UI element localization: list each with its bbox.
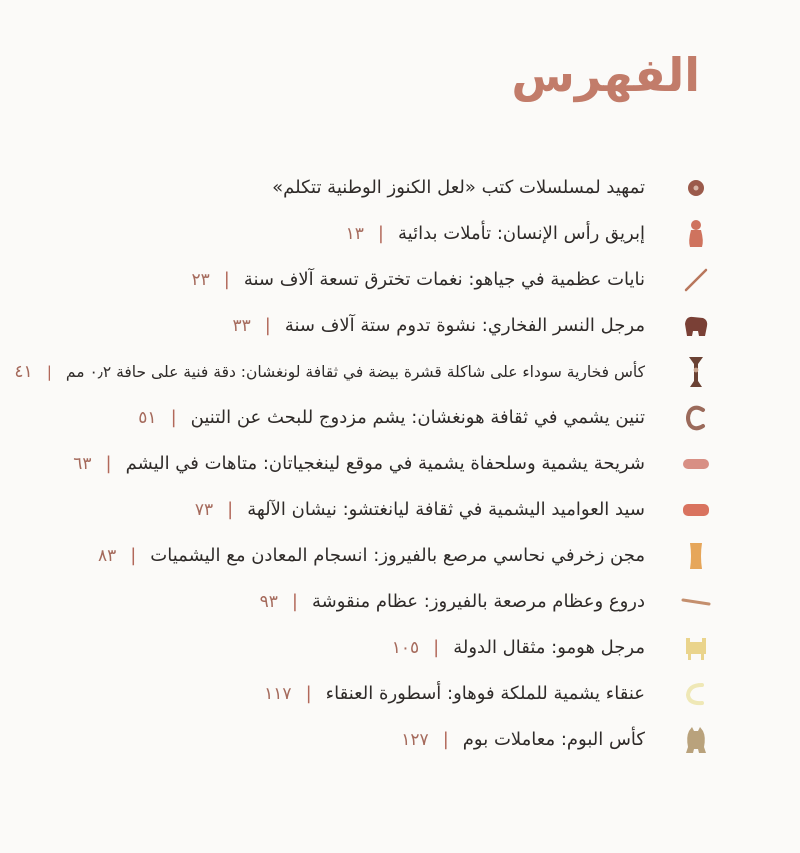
toc-page-number: ٢٣: [191, 270, 210, 290]
toc-entry[interactable]: [0, 671, 800, 717]
toc-entry[interactable]: [0, 257, 800, 303]
toc-entry[interactable]: [0, 441, 800, 487]
toc-entry-text: [98, 533, 645, 579]
toc-entry-title: كأس فخارية سوداء على شاكلة قشرة بيضة في ثقافة لونغشان: دقة فنية على حافة ٠٫٢ مم: [65, 363, 645, 381]
toc-page-number: ٧٣: [194, 500, 214, 520]
toc-separator: |: [46, 363, 52, 381]
table-of-contents: [0, 165, 800, 805]
owl-vessel-icon: [679, 722, 713, 758]
c-dragon-icon: [679, 400, 713, 436]
toc-entry-text: [73, 441, 645, 487]
toc-separator: |: [433, 637, 440, 658]
toc-entry-title: سيد العواميد اليشمية في ثقافة ليانغتشو: نيشان الآلهة: [247, 499, 645, 520]
toc-separator: |: [105, 453, 112, 474]
toc-entry-title: مرجل هومو: مثقال الدولة: [453, 637, 645, 658]
toc-entry-title: عنقاء يشمية للملكة فوهاو: أسطورة العنقاء: [325, 683, 645, 704]
toc-entry[interactable]: [0, 487, 800, 533]
dot-icon: [679, 170, 713, 206]
toc-page-number: ٤١: [14, 362, 33, 382]
jade-cong-icon: [679, 492, 713, 528]
human-head-jar-icon: [679, 216, 713, 252]
page-title: الفهرس: [511, 48, 700, 102]
jade-plaque-icon: [679, 446, 713, 482]
toc-entry-title: مرجل النسر الفخاري: نشوة تدوم ستة آلاف سنة: [284, 315, 645, 336]
toc-entry-title: مجن زخرفي نحاسي مرصع بالفيروز: انسجام المعادن مع اليشميات: [150, 545, 645, 566]
carved-bone-icon: [679, 584, 713, 620]
toc-entry[interactable]: [0, 717, 800, 763]
toc-separator: |: [305, 683, 312, 704]
toc-entry-title: دروع وعظام مرصعة بالفيروز: عظام منقوشة: [311, 591, 645, 612]
toc-entry-text: [392, 625, 645, 671]
toc-entry-title: كأس البوم: معاملات بوم: [462, 729, 645, 750]
toc-entry-title: نايات عظمية في جياهو: نغمات تخترق تسعة آلاف سنة: [243, 269, 645, 290]
goblet-icon: [679, 354, 713, 390]
toc-page-number: ١٣: [345, 224, 364, 244]
toc-separator: |: [227, 499, 234, 520]
eagle-pot-icon: [679, 308, 713, 344]
toc-separator: |: [223, 269, 230, 290]
toc-page-number: ٦٣: [73, 454, 92, 474]
toc-entry-text: [191, 257, 645, 303]
toc-entry-title: تمهيد لمسلسلات كتب «لعل الكنوز الوطنية تتكلم»: [272, 177, 645, 198]
toc-page-number: ١٠٥: [391, 638, 420, 658]
toc-entry[interactable]: [0, 579, 800, 625]
toc-entry[interactable]: [0, 211, 800, 257]
toc-separator: |: [130, 545, 137, 566]
toc-entry[interactable]: [0, 395, 800, 441]
toc-page-number: ٩٣: [259, 592, 278, 612]
toc-entry-text: [260, 579, 645, 625]
toc-entry-text: [401, 717, 645, 763]
toc-entry-text: [264, 671, 645, 717]
toc-entry[interactable]: [0, 533, 800, 579]
toc-entry-text: [14, 349, 645, 395]
jade-phoenix-icon: [679, 676, 713, 712]
toc-separator: |: [291, 591, 298, 612]
toc-page-number: ١١٧: [264, 684, 292, 704]
toc-separator: |: [442, 729, 449, 750]
toc-entry-title: تنين يشمي في ثقافة هونغشان: يشم مزدوج للبحث عن التنين: [190, 407, 645, 428]
toc-page-number: ٥١: [138, 408, 157, 428]
toc-entry-text: [232, 303, 645, 349]
toc-page-number: ٣٣: [232, 316, 251, 336]
toc-entry-text: [272, 165, 645, 211]
toc-separator: |: [170, 407, 177, 428]
toc-entry-text: [346, 211, 645, 257]
toc-entry-title: إبريق رأس الإنسان: تأملات بدائية: [398, 223, 645, 244]
bronze-plaque-icon: [679, 538, 713, 574]
toc-separator: |: [377, 223, 384, 244]
toc-separator: |: [264, 315, 271, 336]
toc-entry-text: [195, 487, 645, 533]
toc-page-number: ١٢٧: [401, 730, 429, 750]
toc-entry[interactable]: [0, 303, 800, 349]
toc-entry[interactable]: [0, 349, 800, 395]
toc-entry[interactable]: [0, 165, 800, 211]
toc-entry-text: [138, 395, 645, 441]
toc-entry[interactable]: [0, 625, 800, 671]
toc-page-number: ٨٣: [97, 546, 117, 566]
houmuwu-ding-icon: [679, 630, 713, 666]
toc-entry-title: شريحة يشمية وسلحفاة يشمية في موقع لينغجياتان: متاهات في اليشم: [125, 453, 645, 474]
bone-flute-icon: [679, 262, 713, 298]
